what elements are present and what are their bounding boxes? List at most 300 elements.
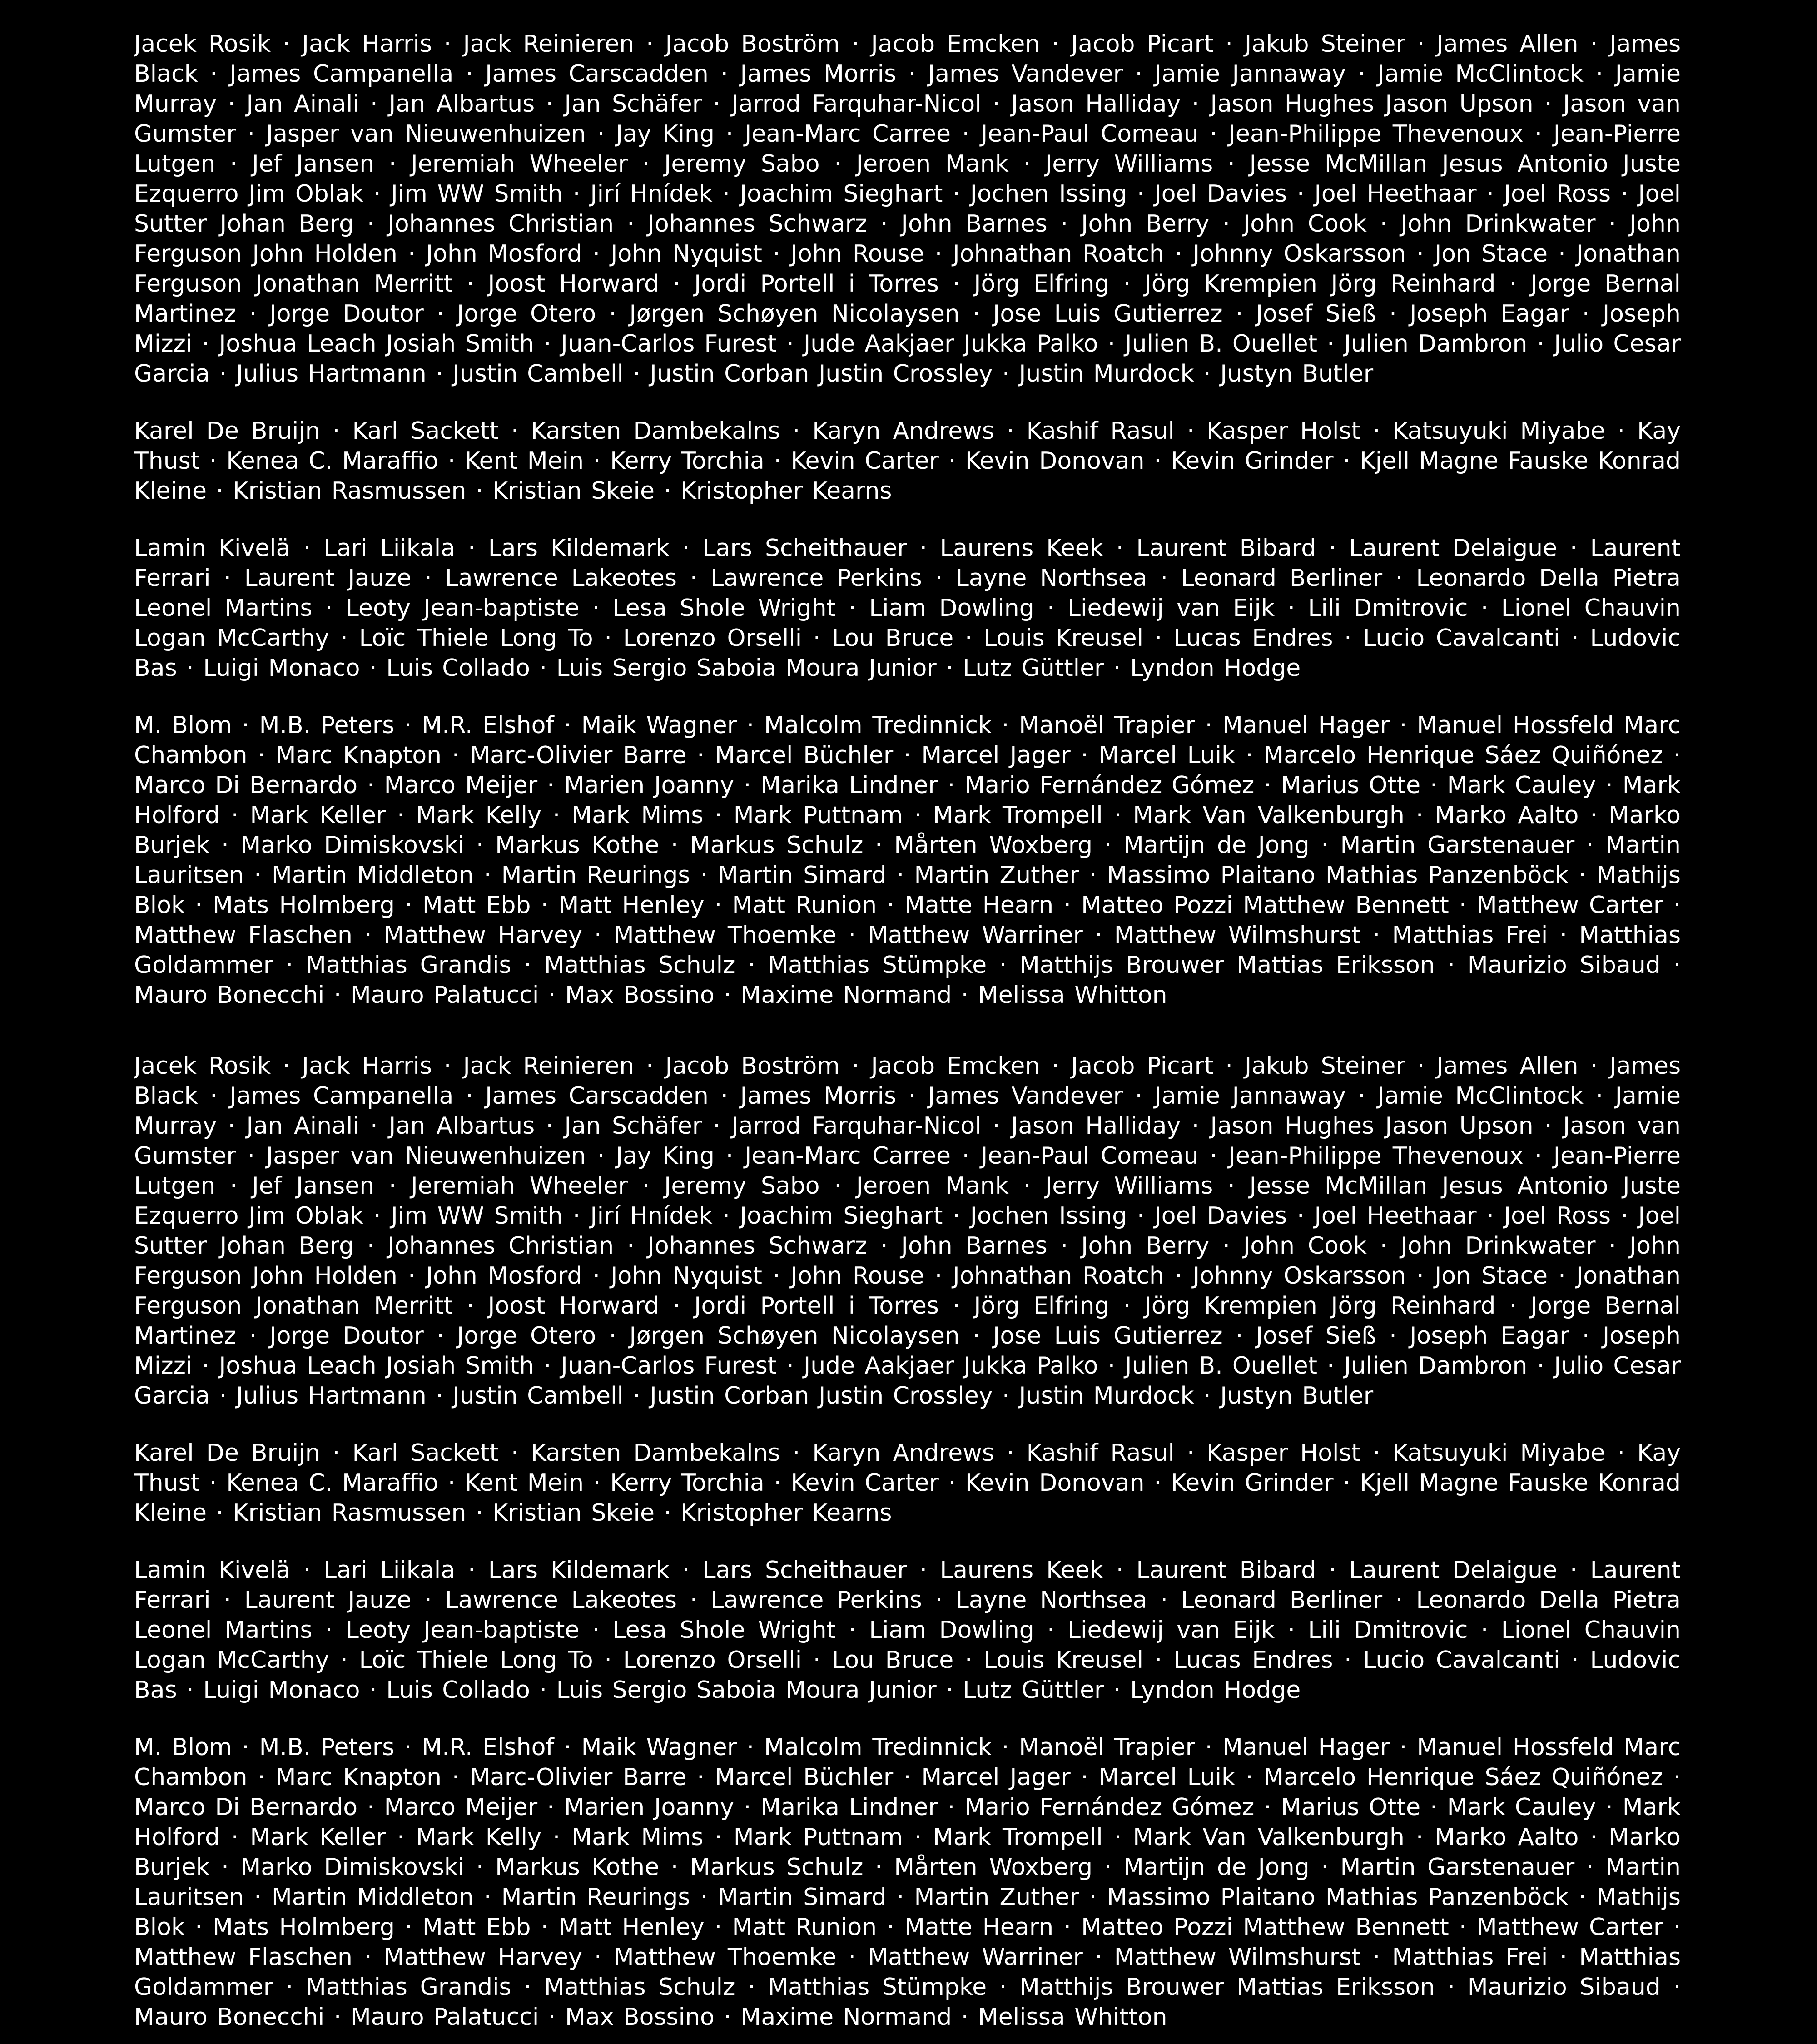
credit-name: Jorge Doutor (269, 300, 424, 327)
credit-name: Jan Ainali (246, 90, 359, 118)
credit-name: Leonard Berliner (1181, 1587, 1383, 1614)
credit-name: Karl Sackett (352, 1439, 499, 1467)
credit-name: Julius Hartmann (236, 360, 427, 387)
credit-name: Manuel Hossfeld Marc Chambon (134, 712, 1681, 769)
credit-name: Lawrence Perkins (710, 565, 922, 592)
credit-name: Laurent Delaigue (1349, 1557, 1558, 1584)
credit-name: John Mosford (426, 1262, 582, 1290)
credit-name: Mario Fernández Gómez (964, 772, 1255, 799)
credit-name: Layne Northsea (955, 565, 1147, 592)
credit-name: Matthew Flaschen (134, 922, 352, 949)
credit-name: Manoël Trapier (1019, 712, 1196, 739)
credit-name: Marc-Olivier Barre (470, 742, 687, 769)
credit-name: Jean-Pierre Lutgen (134, 1142, 1681, 1200)
credit-name: James Morris (740, 60, 897, 88)
credit-name: Jonathan Ferguson Jonathan Merritt (134, 1262, 1681, 1320)
credit-name: Joseph Mizzi (134, 300, 1681, 357)
credit-name: Leoty Jean-baptiste (345, 1617, 580, 1644)
credit-name: Luis Collado (386, 655, 530, 682)
credit-name: Markus Schulz (690, 1854, 864, 1881)
credit-name: Loïc Thiele Long To (359, 1647, 593, 1674)
credit-name: Marko Dimiskovski (240, 1854, 465, 1881)
credit-name: Mauro Bonecchi (134, 982, 325, 1009)
credit-name: Joseph Eagar (1410, 300, 1569, 327)
credit-name: Jordi Portell i Torres (694, 270, 939, 298)
credit-name: Josef Sieß (1256, 1322, 1376, 1349)
credit-name: Karsten Dambekalns (531, 1439, 780, 1467)
credit-name: Melissa Whitton (978, 2004, 1167, 2031)
credit-name: Martin Lauritsen (134, 832, 1681, 889)
credit-name: Jason Halliday (1011, 90, 1181, 118)
credit-name: Karsten Dambekalns (531, 417, 780, 445)
credit-name: Johannes Schwarz (647, 1232, 868, 1260)
credit-name: Karel De Bruijn (134, 417, 320, 445)
credit-name: Mats Holmberg (213, 892, 395, 919)
credit-name: Joshua Leach Josiah Smith (219, 330, 534, 357)
credit-name: Jerry Williams (1045, 150, 1213, 178)
credit-name: Matthew Warriner (868, 922, 1083, 949)
credit-name: Mathijs Blok (134, 862, 1681, 919)
credit-name: Mark Keller (250, 802, 386, 829)
credits-group-k: Karel De Bruijn · Karl Sackett · Karsten Dambekalns · Karyn Andrews · Kashif Rasul · Kasper Holst · Katsuyuki Miyabe · Kay Thust · Kenea C. Maraffio · Kent Mein · Kerry Torchia · Kevin Carter · Kevin Donovan · Kevin Grinder · Kjell Magne Fauske Konrad Kleine · Kristian Rasmussen · Kristian Skeie · Kristopher Kearns (134, 417, 1681, 505)
credit-name: Jack Harris (302, 1052, 432, 1080)
credit-name: Kerry Torchia (610, 1469, 765, 1497)
credit-name: Justin Cambell (452, 1382, 624, 1409)
credit-name: Matt Runion (732, 892, 877, 919)
credit-name: Lou Bruce (832, 1647, 954, 1674)
credit-name: Joost Horward (488, 1292, 660, 1320)
credit-name: Jack Reinieren (463, 30, 635, 58)
credit-name: Kristian Rasmussen (233, 1499, 467, 1527)
credits-scroll (134, 0, 1681, 1010)
credit-name: Mark Keller (250, 1824, 386, 1851)
credit-name: Joel Ross (1504, 180, 1611, 208)
credit-name: Lutz Güttler (963, 655, 1104, 682)
credit-name: Luis Sergio Saboia Moura Junior (556, 1677, 937, 1704)
credit-name: Martin Simard (718, 1884, 887, 1911)
credit-name: Matteo Pozzi Matthew Bennett (1081, 892, 1449, 919)
credit-name: M.R. Elshof (422, 712, 554, 739)
credit-name: Jose Luis Gutierrez (993, 300, 1223, 327)
credit-name: Matthew Warriner (868, 1944, 1083, 1971)
credit-name: Joost Horward (488, 270, 660, 298)
credit-name: Marien Joanny (564, 1794, 734, 1821)
credit-name: Matthias Schulz (544, 1974, 735, 2001)
credit-name: Lyndon Hodge (1130, 655, 1301, 682)
credit-name: Matte Hearn (904, 1914, 1054, 1941)
credit-name: Matteo Pozzi Matthew Bennett (1081, 1914, 1449, 1941)
credit-name: Jason Hughes Jason Upson (1210, 90, 1534, 118)
credit-name: Justin Corban Justin Crossley (650, 1382, 993, 1409)
credit-name: Matt Ebb (422, 892, 531, 919)
credit-name: Jean-Paul Comeau (981, 120, 1199, 148)
credit-name: Matthijs Brouwer Mattias Eriksson (1019, 952, 1435, 979)
credit-name: Lesa Shole Wright (612, 1617, 836, 1644)
credit-name: Jacob Emcken (871, 1052, 1040, 1080)
credit-name: Jordi Portell i Torres (694, 1292, 939, 1320)
credit-name: Jean-Marc Carree (744, 1142, 951, 1170)
credit-name: Jude Aakjaer Jukka Palko (803, 1352, 1098, 1379)
credit-name: Loïc Thiele Long To (359, 625, 593, 652)
credit-name: Jorge Bernal Martinez (134, 270, 1681, 327)
credit-name: Mark Cauley (1447, 1794, 1596, 1821)
credit-name: John Ferguson John Holden (134, 1232, 1681, 1290)
credit-name: Marko Aalto (1435, 1824, 1579, 1851)
credit-name: Jacek Rosik (134, 1052, 271, 1080)
credits-group-j: Jacek Rosik · Jack Harris · Jack Reinieren · Jacob Boström · Jacob Emcken · Jacob Picart · Jakub Steiner · James Allen · James Black · James Campanella · James Carscadden · James Morris · James Vandever · Jamie Jannaway · Jamie McClintock · Jamie Murray · Jan Ainali · Jan Albartus · Jan Schäfer · Jarrod Farquhar-Nicol · Jason Halliday · Jason Hughes Jason Upson · Jason van Gumster · Jasper van Nieuwenhuizen · Jay King · Jean-Marc Carree · Jean-Paul Comeau · Jean-Philippe Thevenoux · Jean-Pierre Lutgen · Jef Jansen · Jeremiah Wheeler · Jeremy Sabo · Jeroen Mank · Jerry Williams · Jesse McMillan Jesus Antonio Juste Ezquerro Jim Oblak · Jim WW Smith · Jirí Hnídek · Joachim Sieghart · Jochen Issing · Joel Davies · Joel Heethaar · Joel Ross · Joel Sutter Johan Berg · Johannes Christian · Johannes Schwarz · John Barnes · John Berry · John Cook · John Drinkwater · John Ferguson John Holden · John Mosford · John Nyquist · John Rouse · Johnathan Roatch · Johnny Oskarsson · Jon Stace · Jonathan Ferguson Jonathan Merritt · Joost Horward · Jordi Portell i Torres · Jörg Elfring · Jörg Krempien Jörg Reinhard · Jorge Bernal Martinez · Jorge Doutor · Jorge Otero · Jørgen Schøyen Nicolaysen · Jose Luis Gutierrez · Josef Sieß · Joseph Eagar · Joseph Mizzi · Joshua Leach Josiah Smith · Juan-Carlos Furest · Jude Aakjaer Jukka Palko · Julien B. Ouellet · Julien Dambron · Julio Cesar Garcia · Julius Hartmann · Justin Cambell · Justin Corban Justin Crossley · Justin Murdock · Justyn Butler (134, 30, 1681, 387)
credit-name: Mauro Bonecchi (134, 2004, 325, 2031)
credits-group-k: Karel De Bruijn · Karl Sackett · Karsten Dambekalns · Karyn Andrews · Kashif Rasul · Kasper Holst · Katsuyuki Miyabe · Kay Thust · Kenea C. Maraffio · Kent Mein · Kerry Torchia · Kevin Carter · Kevin Donovan · Kevin Grinder · Kjell Magne Fauske Konrad Kleine · Kristian Rasmussen · Kristian Skeie · Kristopher Kearns (134, 1439, 1681, 1527)
credit-name: Kevin Grinder (1171, 447, 1334, 475)
credit-name: John Rouse (790, 1262, 924, 1290)
credit-name: Marc-Olivier Barre (470, 1764, 687, 1791)
credit-name: Juan-Carlos Furest (561, 330, 777, 357)
credit-name: Lucas Endres (1173, 1647, 1333, 1674)
credit-name: Martin Zuther (914, 1884, 1079, 1911)
credit-name: Liam Dowling (869, 1617, 1034, 1644)
credit-name: Matthijs Brouwer Mattias Eriksson (1019, 1974, 1435, 2001)
credit-name: Kent Mein (465, 1469, 584, 1497)
credit-name: Jonathan Ferguson Jonathan Merritt (134, 240, 1681, 298)
credit-name: Manuel Hager (1222, 1734, 1390, 1761)
credit-name: Lari Liikala (323, 1557, 456, 1584)
credit-name: Julien Dambron (1344, 1352, 1528, 1379)
credit-name: Marius Otte (1281, 1794, 1421, 1821)
credit-name: Mark Trompell (933, 1824, 1103, 1851)
credit-name: Matthias Schulz (544, 952, 735, 979)
credit-name: Jörg Elfring (974, 270, 1110, 298)
credit-name: Ludovic Bas (134, 1647, 1681, 1704)
credit-name: Joel Heethaar (1314, 180, 1477, 208)
credit-name: Matthias Goldammer (134, 1944, 1681, 2001)
credit-name: Marcelo Henrique Sáez Quiñónez (1263, 1764, 1663, 1791)
credit-name: John Berry (1081, 210, 1210, 238)
credit-name: Liam Dowling (869, 595, 1034, 622)
credit-name: Jeremy Sabo (664, 1172, 820, 1200)
credit-name: Jirí Hnídek (590, 180, 713, 208)
credit-name: John Drinkwater (1400, 1232, 1596, 1260)
credit-name: Jean-Philippe Thevenoux (1228, 1142, 1524, 1170)
credit-name: Juan-Carlos Furest (561, 1352, 777, 1379)
credit-name: Joshua Leach Josiah Smith (219, 1352, 534, 1379)
credit-name: Julio Cesar Garcia (134, 330, 1681, 387)
credit-name: Matt Ebb (422, 1914, 531, 1941)
credit-name: James Allen (1436, 30, 1579, 58)
credit-name: Marko Aalto (1435, 802, 1579, 829)
credit-name: Karl Sackett (352, 417, 499, 445)
credit-name: Johnny Oskarsson (1192, 240, 1406, 268)
credit-name: Markus Kothe (495, 832, 660, 859)
credit-name: Joel Ross (1504, 1202, 1611, 1230)
credit-name: Lou Bruce (832, 625, 954, 652)
credit-name: James Black (134, 30, 1681, 88)
credit-name: Jim WW Smith (391, 1202, 563, 1230)
credit-name: Mathijs Blok (134, 1884, 1681, 1941)
credit-name: John Drinkwater (1400, 210, 1596, 238)
credit-name: Maxime Normand (740, 2004, 952, 2031)
credit-name: Mark Trompell (933, 802, 1103, 829)
credit-name: Marcel Luik (1098, 742, 1236, 769)
credit-name: Joachim Sieghart (740, 1202, 943, 1230)
credit-name: Marco Di Bernardo (134, 1794, 358, 1821)
credit-name: Jirí Hnídek (590, 1202, 713, 1230)
credit-name: Kristian Rasmussen (233, 477, 467, 505)
credit-name: Louis Kreusel (983, 1647, 1144, 1674)
credit-name: Liedewij van Eijk (1067, 1617, 1275, 1644)
credit-name: Lawrence Lakeotes (445, 565, 677, 592)
credit-name: Johannes Christian (387, 210, 614, 238)
credit-name: Lili Dmitrovic (1308, 1617, 1468, 1644)
credit-name: Jean-Philippe Thevenoux (1228, 120, 1524, 148)
credit-name: Matt Runion (732, 1914, 877, 1941)
credit-name: Laurent Delaigue (1349, 535, 1558, 562)
credit-name: Jorge Otero (457, 1322, 596, 1349)
credit-name: Marius Otte (1281, 772, 1421, 799)
credits-group-m: M. Blom · M.B. Peters · M.R. Elshof · Maik Wagner · Malcolm Tredinnick · Manoël Trapier · Manuel Hager · Manuel Hossfeld Marc Chambon · Marc Knapton · Marc-Olivier Barre · Marcel Büchler · Marcel Jager · Marcel Luik · Marcelo Henrique Sáez Quiñónez · Marco Di Bernardo · Marco Meijer · Marien Joanny · Marika Lindner · Mario Fernández Gómez · Marius Otte · Mark Cauley · Mark Holford · Mark Keller · Mark Kelly · Mark Mims · Mark Puttnam · Mark Trompell · Mark Van Valkenburgh · Marko Aalto · Marko Burjek · Marko Dimiskovski · Markus Kothe · Markus Schulz · Mårten Woxberg · Martijn de Jong · Martin Garstenauer · Martin Lauritsen · Martin Middleton · Martin Reurings · Martin Simard · Martin Zuther · Massimo Plaitano Mathias Panzenböck · Mathijs Blok · Mats Holmberg · Matt Ebb · Matt Henley · Matt Runion · Matte Hearn · Matteo Pozzi Matthew Bennett · Matthew Carter · Matthew Flaschen · Matthew Harvey · Matthew Thoemke · Matthew Warriner · Matthew Wilmshurst · Matthias Frei · Matthias Goldammer · Matthias Grandis · Matthias Schulz · Matthias Stümpke · Matthijs Brouwer Mattias Eriksson · Maurizio Sibaud · Mauro Bonecchi · Mauro Palatucci · Max Bossino · Maxime Normand · Melissa Whitton (134, 1734, 1681, 2031)
credit-name: Jorge Bernal Martinez (134, 1292, 1681, 1349)
credit-name: Mark Holford (134, 1794, 1681, 1851)
credit-name: Maurizio Sibaud (1467, 952, 1661, 979)
credit-name: M. Blom (134, 1734, 232, 1761)
credit-name: Jørgen Schøyen Nicolaysen (629, 300, 960, 327)
credit-name: Mario Fernández Gómez (964, 1794, 1255, 1821)
credit-name: Marcel Jager (921, 1764, 1071, 1791)
credit-name: Jan Schäfer (564, 90, 702, 118)
credit-name: Mark Van Valkenburgh (1133, 802, 1405, 829)
credit-name: Justin Corban Justin Crossley (650, 360, 993, 387)
credit-name: Marco Di Bernardo (134, 772, 358, 799)
credit-name: Johnny Oskarsson (1192, 1262, 1406, 1290)
credit-name: Jim WW Smith (391, 180, 563, 208)
credit-name: Mauro Palatucci (350, 982, 539, 1009)
credit-name: Kerry Torchia (610, 447, 765, 475)
credit-name: Manuel Hossfeld Marc Chambon (134, 1734, 1681, 1791)
credit-name: Jamie Murray (134, 1082, 1681, 1140)
credit-name: Karel De Bruijn (134, 1439, 320, 1467)
credit-name: Lamin Kivelä (134, 535, 291, 562)
credit-name: Jörg Elfring (974, 1292, 1110, 1320)
credit-name: Jorge Doutor (269, 1322, 424, 1349)
credit-name: Jamie Murray (134, 60, 1681, 118)
credit-name: Justin Murdock (1019, 1382, 1194, 1409)
credit-name: Luis Collado (386, 1677, 530, 1704)
credits-group-j: Jacek Rosik · Jack Harris · Jack Reinieren · Jacob Boström · Jacob Emcken · Jacob Picart · Jakub Steiner · James Allen · James Black · James Campanella · James Carscadden · James Morris · James Vandever · Jamie Jannaway · Jamie McClintock · Jamie Murray · Jan Ainali · Jan Albartus · Jan Schäfer · Jarrod Farquhar-Nicol · Jason Halliday · Jason Hughes Jason Upson · Jason van Gumster · Jasper van Nieuwenhuizen · Jay King · Jean-Marc Carree · Jean-Paul Comeau · Jean-Philippe Thevenoux · Jean-Pierre Lutgen · Jef Jansen · Jeremiah Wheeler · Jeremy Sabo · Jeroen Mank · Jerry Williams · Jesse McMillan Jesus Antonio Juste Ezquerro Jim Oblak · Jim WW Smith · Jirí Hnídek · Joachim Sieghart · Jochen Issing · Joel Davies · Joel Heethaar · Joel Ross · Joel Sutter Johan Berg · Johannes Christian · Johannes Schwarz · John Barnes · John Berry · John Cook · John Drinkwater · John Ferguson John Holden · John Mosford · John Nyquist · John Rouse · Johnathan Roatch · Johnny Oskarsson · Jon Stace · Jonathan Ferguson Jonathan Merritt · Joost Horward · Jordi Portell i Torres · Jörg Elfring · Jörg Krempien Jörg Reinhard · Jorge Bernal Martinez · Jorge Doutor · Jorge Otero · Jørgen Schøyen Nicolaysen · Jose Luis Gutierrez · Josef Sieß · Joseph Eagar · Joseph Mizzi · Joshua Leach Josiah Smith · Juan-Carlos Furest · Jude Aakjaer Jukka Palko · Julien B. Ouellet · Julien Dambron · Julio Cesar Garcia · Julius Hartmann · Justin Cambell · Justin Corban Justin Crossley · Justin Murdock · Justyn Butler (134, 1052, 1681, 1409)
credit-name: Martijn de Jong (1123, 1854, 1310, 1881)
credit-name: Mark Van Valkenburgh (1133, 1824, 1405, 1851)
credit-name: Layne Northsea (955, 1587, 1147, 1614)
credit-name: Matt Henley (558, 892, 705, 919)
credit-name: James Black (134, 1052, 1681, 1110)
credit-name: Marcel Büchler (715, 1764, 894, 1791)
credit-name: Matthew Thoemke (613, 922, 837, 949)
credit-name: Justin Murdock (1019, 360, 1194, 387)
credit-name: Jacob Boström (665, 1052, 840, 1080)
credit-name: Lili Dmitrovic (1308, 595, 1468, 622)
credit-name: James Carscadden (485, 1082, 709, 1110)
credit-name: Jack Reinieren (463, 1052, 635, 1080)
credit-name: Jeroen Mank (856, 150, 1009, 178)
credit-name: Martin Reurings (501, 862, 690, 889)
credit-name: Matthew Harvey (383, 1944, 582, 1971)
credit-name: Jeremiah Wheeler (411, 150, 628, 178)
credit-name: Kashif Rasul (1026, 1439, 1175, 1467)
credit-name: Mark Cauley (1447, 772, 1596, 799)
credit-name: Marien Joanny (564, 772, 734, 799)
credit-name: Jan Albartus (389, 90, 535, 118)
credit-name: Jorge Otero (457, 300, 596, 327)
credits-group-l: Lamin Kivelä · Lari Liikala · Lars Kildemark · Lars Scheithauer · Laurens Keek · Laurent Bibard · Laurent Delaigue · Laurent Ferrari · Laurent Jauze · Lawrence Lakeotes · Lawrence Perkins · Layne Northsea · Leonard Berliner · Leonardo Della Pietra Leonel Martins · Leoty Jean-baptiste · Lesa Shole Wright · Liam Dowling · Liedewij van Eijk · Lili Dmitrovic · Lionel Chauvin Logan McCarthy · Loïc Thiele Long To · Lorenzo Orselli · Lou Bruce · Louis Kreusel · Lucas Endres · Lucio Cavalcanti · Ludovic Bas · Luigi Monaco · Luis Collado · Luis Sergio Saboia Moura Junior · Lutz Güttler · Lyndon Hodge (134, 1557, 1681, 1704)
credit-name: Jamie McClintock (1377, 1082, 1584, 1110)
credit-name: Lucio Cavalcanti (1363, 625, 1560, 652)
credit-name: Martin Simard (718, 862, 887, 889)
credit-name: Lars Kildemark (488, 535, 670, 562)
credit-name: Leonardo Della Pietra Leonel Martins (134, 1587, 1681, 1644)
credit-name: Jason Hughes Jason Upson (1210, 1112, 1534, 1140)
credit-name: Mark Holford (134, 772, 1681, 829)
credit-name: Kevin Carter (790, 447, 939, 475)
credit-name: Lars Scheithauer (702, 535, 907, 562)
credit-name: Joachim Sieghart (740, 180, 943, 208)
credit-name: Martijn de Jong (1123, 832, 1310, 859)
credit-name: Matthias Stümpke (768, 1974, 987, 2001)
credit-name: Julien B. Ouellet (1125, 1352, 1317, 1379)
credit-name: Leoty Jean-baptiste (345, 595, 580, 622)
credit-name: Jesse McMillan Jesus Antonio Juste Ezquerro Jim Oblak (134, 1172, 1681, 1230)
credit-name: Maxime Normand (740, 982, 952, 1009)
credit-name: Justyn Butler (1220, 1382, 1374, 1409)
credit-name: Manoël Trapier (1019, 1734, 1196, 1761)
credit-name: Jochen Issing (970, 180, 1127, 208)
credit-name: Markus Kothe (495, 1854, 660, 1881)
credit-name: Luigi Monaco (203, 1677, 360, 1704)
credit-name: Jay King (616, 1142, 715, 1170)
credit-name: Johnathan Roatch (953, 1262, 1165, 1290)
credit-name: Martin Middleton (271, 862, 474, 889)
credit-name: Matthias Stümpke (768, 952, 987, 979)
credit-name: Joseph Eagar (1410, 1322, 1569, 1349)
credit-name: Liedewij van Eijk (1067, 595, 1275, 622)
credit-name: Mauro Palatucci (350, 2004, 539, 2031)
credit-name: James Campanella (229, 60, 454, 88)
credit-name: Lyndon Hodge (1130, 1677, 1301, 1704)
credit-name: James Morris (740, 1082, 897, 1110)
credit-name: Matthias Goldammer (134, 922, 1681, 979)
credit-name: Jeremy Sabo (664, 150, 820, 178)
credit-name: M.B. Peters (259, 712, 395, 739)
credit-name: Jacob Picart (1071, 30, 1214, 58)
credit-name: Lamin Kivelä (134, 1557, 291, 1584)
credit-name: Lucio Cavalcanti (1363, 1647, 1560, 1674)
credit-name: Kristopher Kearns (680, 1499, 892, 1527)
credit-name: Marko Burjek (134, 1824, 1681, 1881)
credit-name: Marco Meijer (384, 772, 538, 799)
credit-name: Mats Holmberg (213, 1914, 395, 1941)
credit-name: Julien B. Ouellet (1125, 330, 1317, 357)
credit-name: Johannes Schwarz (647, 210, 868, 238)
credits-group-l: Lamin Kivelä · Lari Liikala · Lars Kildemark · Lars Scheithauer · Laurens Keek · Laurent Bibard · Laurent Delaigue · Laurent Ferrari · Laurent Jauze · Lawrence Lakeotes · Lawrence Perkins · Layne Northsea · Leonard Berliner · Leonardo Della Pietra Leonel Martins · Leoty Jean-baptiste · Lesa Shole Wright · Liam Dowling · Liedewij van Eijk · Lili Dmitrovic · Lionel Chauvin Logan McCarthy · Loïc Thiele Long To · Lorenzo Orselli · Lou Bruce · Louis Kreusel · Lucas Endres · Lucio Cavalcanti · Ludovic Bas · Luigi Monaco · Luis Collado · Luis Sergio Saboia Moura Junior · Lutz Güttler · Lyndon Hodge (134, 535, 1681, 682)
credit-name: Johnathan Roatch (953, 240, 1165, 268)
credit-name: Matthew Thoemke (613, 1944, 837, 1971)
credit-name: Jef Jansen (252, 1172, 375, 1200)
credits-panel-bottom (134, 1022, 1681, 2044)
credit-name: Kenea C. Maraffio (226, 447, 439, 475)
credit-name: Jack Harris (302, 30, 432, 58)
credit-name: Kenea C. Maraffio (226, 1469, 439, 1497)
credit-name: Laurent Bibard (1136, 535, 1316, 562)
credit-name: Marika Lindner (760, 1794, 938, 1821)
credit-name: Ludovic Bas (134, 625, 1681, 682)
credit-name: Jochen Issing (970, 1202, 1127, 1230)
credit-name: Mårten Woxberg (894, 1854, 1093, 1881)
credit-name: Lutz Güttler (963, 1677, 1104, 1704)
credit-name: Luis Sergio Saboia Moura Junior (556, 655, 937, 682)
credit-name: Kasper Holst (1206, 417, 1360, 445)
credit-name: Jude Aakjaer Jukka Palko (803, 330, 1098, 357)
credit-name: Lawrence Perkins (710, 1587, 922, 1614)
credit-name: Martin Reurings (501, 1884, 690, 1911)
credit-name: Lionel Chauvin Logan McCarthy (134, 595, 1681, 652)
credit-name: Julien Dambron (1344, 330, 1528, 357)
credit-name: Mark Kelly (416, 1824, 541, 1851)
credit-name: Lari Liikala (323, 535, 456, 562)
credit-name: Jesse McMillan Jesus Antonio Juste Ezquerro Jim Oblak (134, 150, 1681, 208)
credit-name: Kevin Donovan (965, 1469, 1145, 1497)
credit-name: Manuel Hager (1222, 712, 1390, 739)
credit-name: Mark Kelly (416, 802, 541, 829)
credit-name: Marcel Luik (1098, 1764, 1236, 1791)
credit-name: Maik Wagner (581, 1734, 737, 1761)
credit-name: Jamie Jannaway (1154, 1082, 1346, 1110)
credit-name: Jacob Emcken (871, 30, 1040, 58)
credit-name: Lesa Shole Wright (612, 595, 836, 622)
credit-name: John Nyquist (611, 1262, 762, 1290)
credit-name: Mark Mims (571, 802, 704, 829)
credit-name: Max Bossino (565, 2004, 715, 2031)
credit-name: Jan Schäfer (564, 1112, 702, 1140)
credit-name: Matthew Carter (1476, 1914, 1663, 1941)
credit-name: Marcel Büchler (715, 742, 894, 769)
credit-name: Jose Luis Gutierrez (993, 1322, 1223, 1349)
credit-name: John Ferguson John Holden (134, 210, 1681, 268)
credit-name: Julio Cesar Garcia (134, 1352, 1681, 1409)
credit-name: Laurent Jauze (244, 1587, 412, 1614)
credit-name: Jacek Rosik (134, 30, 271, 58)
credit-name: Laurent Bibard (1136, 1557, 1316, 1584)
credit-name: Laurens Keek (940, 1557, 1103, 1584)
credit-name: James Vandever (928, 60, 1123, 88)
credit-name: Mark Mims (571, 1824, 704, 1851)
credit-name: Matthias Frei (1392, 922, 1548, 949)
credit-name: Mårten Woxberg (894, 832, 1093, 859)
credit-name: Martin Garstenauer (1340, 1854, 1575, 1881)
credit-name: Johannes Christian (387, 1232, 614, 1260)
credit-name: Matte Hearn (904, 892, 1054, 919)
credit-name: Marika Lindner (760, 772, 938, 799)
credit-name: Jan Albartus (389, 1112, 535, 1140)
credit-name: Kristian Skeie (492, 477, 655, 505)
credit-name: Kjell Magne Fauske Konrad Kleine (134, 447, 1681, 505)
credit-name: Matt Henley (558, 1914, 705, 1941)
credit-name: Jörg Krempien Jörg Reinhard (1144, 270, 1496, 298)
credit-name: Marc Knapton (275, 1764, 442, 1791)
credit-name: Jarrod Farquhar-Nicol (731, 90, 982, 118)
credit-name: John Mosford (426, 240, 582, 268)
credit-name: Jørgen Schøyen Nicolaysen (629, 1322, 960, 1349)
credit-name: Matthew Harvey (383, 922, 582, 949)
credit-name: M. Blom (134, 712, 232, 739)
credit-name: Karyn Andrews (812, 1439, 994, 1467)
credit-name: Marcelo Henrique Sáez Quiñónez (1263, 742, 1663, 769)
